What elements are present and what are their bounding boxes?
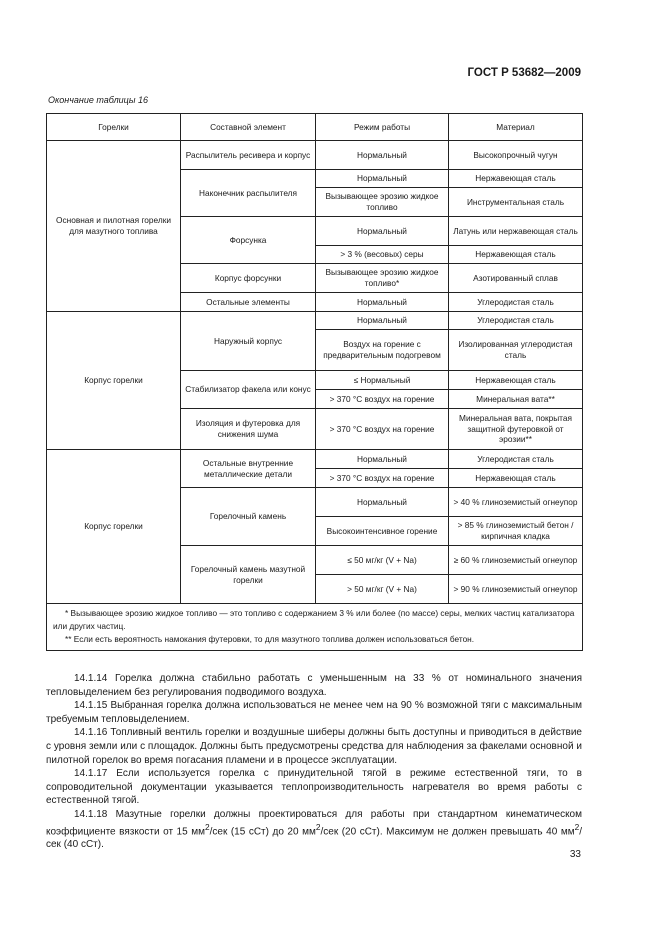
mode-cell: Нормальный — [316, 293, 449, 312]
mode-cell: Нормальный — [316, 312, 449, 330]
body-text — [46, 672, 582, 852]
paragraph-14-1-15: 14.1.15 Выбранная горелка должна использоваться не менее чем на 90 % возможной тяги с максимальным требуемым тепловыделением. — [46, 700, 582, 725]
material-cell: Нержавеющая сталь — [449, 170, 583, 188]
component-cell: Стабилизатор факела или конус — [181, 371, 316, 409]
material-cell: > 90 % глиноземистый огнеупор — [449, 575, 583, 604]
material-cell: Минеральная вата, покрытая защитной футеровкой от эрозии** — [449, 409, 583, 450]
document-number: ГОСТ Р 53682—2009 — [467, 67, 581, 79]
mode-cell: Нормальный — [316, 170, 449, 188]
p18-mid-2: /сек (20 сСт). Максимум не должен превышать 40 мм — [320, 825, 575, 837]
footnotes-cell — [47, 604, 583, 651]
material-cell: > 40 % глиноземистый огнеупор — [449, 488, 583, 517]
p18-lead: 14.1.18 Мазутные горелки должны проектироваться для работы при стандартном кинематическом коэффициенте вязкости от 15 мм — [46, 808, 582, 837]
p18-sup-1: 2 — [204, 821, 210, 832]
component-cell: Изоляция и футеровка для снижения шума — [181, 409, 316, 450]
mode-cell: Нормальный — [316, 141, 449, 170]
paragraph-14-1-18 — [46, 808, 582, 852]
mode-cell: > 370 °С воздух на горение — [316, 390, 449, 409]
material-cell: Углеродистая сталь — [449, 312, 583, 330]
page-number: 33 — [569, 849, 581, 860]
material-cell: Нержавеющая сталь — [449, 469, 583, 488]
material-cell: Углеродистая сталь — [449, 450, 583, 469]
mode-cell: > 3 % (весовых) серы — [316, 246, 449, 264]
burner-cell: Основная и пилотная горелки для мазутного топлива — [47, 141, 181, 312]
component-cell: Наружный корпус — [181, 312, 316, 371]
mode-cell: Нормальный — [316, 488, 449, 517]
table-caption: Окончание таблицы 16 — [48, 95, 148, 105]
material-cell: Высокопрочный чугун — [449, 141, 583, 170]
material-cell: > 85 % глиноземистый бетон /кирпичная кладка — [449, 517, 583, 546]
table-row — [47, 141, 583, 170]
component-cell: Остальные внутренние металлические детали — [181, 450, 316, 488]
mode-cell: > 370 °С воздух на горение — [316, 409, 449, 450]
material-cell: Изолированная углеродистая сталь — [449, 330, 583, 371]
component-cell: Остальные элементы — [181, 293, 316, 312]
p18-tail: /сек (40 сСт). — [46, 825, 582, 851]
p18-sup-3: 2 — [574, 821, 580, 832]
header-component: Составной элемент — [181, 114, 316, 141]
header-mode: Режим работы — [316, 114, 449, 141]
component-cell: Горелочный камень — [181, 488, 316, 546]
burner-cell: Корпус горелки — [47, 450, 181, 604]
material-cell: Азотированный сплав — [449, 264, 583, 293]
mode-cell: Высокоинтенсивное горение — [316, 517, 449, 546]
component-cell: Горелочный камень мазутной горелки — [181, 546, 316, 604]
mode-cell: ≤ Нормальный — [316, 371, 449, 390]
p18-mid-1: /сек (15 сСт) до 20 мм — [209, 825, 316, 837]
mode-cell: > 50 мг/кг (V + Na) — [316, 575, 449, 604]
material-cell: ≥ 60 % глиноземистый огнеупор — [449, 546, 583, 575]
table-header-row — [47, 114, 583, 141]
material-cell: Нержавеющая сталь — [449, 246, 583, 264]
mode-cell: Нормальный — [316, 450, 449, 469]
material-cell: Углеродистая сталь — [449, 293, 583, 312]
component-cell: Корпус форсунки — [181, 264, 316, 293]
material-cell: Инструментальная сталь — [449, 188, 583, 217]
component-cell: Распылитель ресивера и корпус — [181, 141, 316, 170]
materials-table — [46, 113, 583, 651]
header-material: Материал — [449, 114, 583, 141]
material-cell: Нержавеющая сталь — [449, 371, 583, 390]
component-cell: Форсунка — [181, 217, 316, 264]
mode-cell: Вызывающее эрозию жидкое топливо — [316, 188, 449, 217]
mode-cell: Вызывающее эрозию жидкое топливо* — [316, 264, 449, 293]
table-row — [47, 312, 583, 330]
mode-cell: Воздух на горение с предварительным подогревом — [316, 330, 449, 371]
mode-cell: > 370 °С воздух на горение — [316, 469, 449, 488]
paragraph-14-1-14: 14.1.14 Горелка должна стабильно работать с уменьшенным на 33 % от номинального значения тепловыделением без регулирования подводимого воздуха. — [46, 673, 582, 698]
burner-cell: Корпус горелки — [47, 312, 181, 450]
footnote-2: ** Если есть вероятность намокания футеровки, то для мазутного топлива должен использоваться бетон. — [65, 633, 475, 644]
material-cell: Минеральная вата** — [449, 390, 583, 409]
material-cell: Латунь или нержавеющая сталь — [449, 217, 583, 246]
mode-cell: ≤ 50 мг/кг (V + Na) — [316, 546, 449, 575]
table-row — [47, 450, 583, 469]
p18-sup-2: 2 — [315, 821, 321, 832]
footnote-row — [47, 604, 583, 651]
component-cell: Наконечник распылителя — [181, 170, 316, 217]
mode-cell: Нормальный — [316, 217, 449, 246]
paragraph-14-1-16: 14.1.16 Топливный вентиль горелки и воздушные шиберы должны быть доступны и приводиться в действие с уровня земли или с площадок. Должны быть предусмотрены средства для наблюдения за факелами основной и пилотной горелок во время погасания пламени и в процессе эксплуатации. — [46, 727, 582, 766]
header-burners: Горелки — [47, 114, 181, 141]
paragraph-14-1-17: 14.1.17 Если используется горелка с принудительной тягой в режиме естественной тяги, то в сопроводительной документации указывается теплопроизводительность нагревателя во время работы с естественной тягой. — [46, 768, 582, 807]
footnote-1: * Вызывающее эрозию жидкое топливо — это топливо с содержанием 3 % или более (по массе) серы, мелких частиц катализатора или других частиц. — [53, 608, 575, 631]
